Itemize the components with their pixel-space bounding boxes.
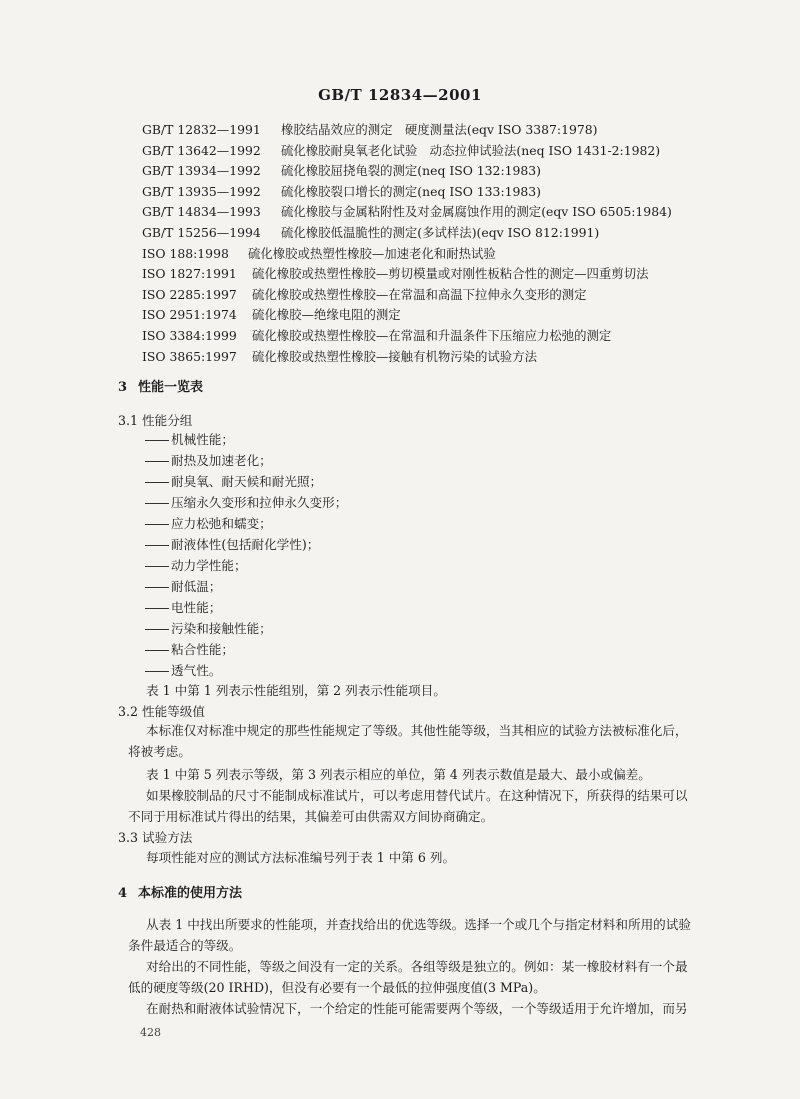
reference-title: 硫化橡胶裂口增长的测定(neq ISO 133:1983) [281,183,541,199]
list-item: 动力学性能； [145,555,347,576]
reference-title: 硫化橡胶或热塑性橡胶—在常温和升温条件下压缩应力松弛的测定 [252,327,612,343]
dash-mark [145,629,169,630]
list-item: 粘合性能； [145,639,347,660]
reference-item [142,264,762,285]
list-item: 透气性。 [145,660,347,681]
list-item: 机械性能； [145,429,347,450]
reference-item [142,202,762,223]
list-item: 电性能； [145,597,347,618]
reference-title: 硫化橡胶低温脆性的测定(多试样法)(eqv ISO 812:1991) [281,224,600,240]
section-title: 性能分组 [142,413,193,428]
dash-mark [145,566,169,567]
paragraph-3-3: 每项性能对应的测试方法标准编号列于表 1 中第 6 列。 [146,850,456,865]
dash-mark [145,461,169,462]
reference-title: 硫化橡胶—绝缘电阻的测定 [252,307,401,323]
reference-title: 硫化橡胶或热塑性橡胶—剪切模量或对刚性板粘合性的测定—四重剪切法 [252,266,649,282]
section-number: 4 [118,886,128,901]
paragraph-4-b: 对给出的不同性能，等级之间没有一定的关系。各组等级是独立的。例如：某一橡胶材料有一个最 低的硬度等级(20 IRHD)，但没有必要有一个最低的拉伸强度值(3 MPa)。 [128,959,688,995]
reference-title: 硫化橡胶耐臭氧老化试验 动态拉伸试验法(neq ISO 1431-2:1982) [281,142,661,158]
reference-list [142,120,762,367]
reference-item [142,326,762,347]
section-title: 本标准的使用方法 [138,886,243,901]
paragraph-3-1-note: 表 1 中第 1 列表示性能组别，第 2 列表示性能项目。 [146,683,446,698]
reference-code: ISO 1827:1991 [142,266,237,282]
list-item: 压缩永久变形和拉伸永久变形； [145,492,347,513]
reference-item [142,161,762,182]
reference-item [142,223,762,244]
list-item: 耐液体性(包括耐化学性)； [145,534,347,555]
paragraph-4-c: 在耐热和耐液体试验情况下，一个给定的性能可能需要两个等级，一个等级适用于允许增加，而另 [146,1001,688,1016]
paragraph-3-2-a: 本标准仅对标准中规定的那些性能规定了等级。其他性能等级，当其相应的试验方法被标准化后， 将被考虑。 [128,723,688,759]
section-number: 3 [118,380,128,395]
reference-code: GB/T 12832—1991 [142,122,261,137]
dash-mark [145,440,169,441]
list-item: 耐低温； [145,576,347,597]
reference-item [142,347,762,368]
page-header-standard-number: GB/T 12834—2001 [318,86,482,104]
reference-code: ISO 2285:1997 [142,286,237,302]
reference-code: GB/T 15256—1994 [142,224,261,240]
reference-item [142,141,762,162]
reference-code: ISO 3865:1997 [142,348,237,364]
section-number: 3.3 [118,830,139,845]
section-4-heading [118,882,242,901]
paragraph-4-a: 从表 1 中找出所要求的性能项，并查找给出的优选等级。选择一个或几个与指定材料和所用的试验 条件最适合的等级。 [128,917,691,953]
reference-item [142,285,762,306]
page-number: 428 [140,1026,161,1039]
section-number: 3.2 [118,704,139,719]
reference-code: GB/T 13934—1992 [142,163,261,179]
reference-item [142,305,762,326]
reference-code: GB/T 13642—1992 [142,142,261,158]
reference-title: 硫化橡胶或热塑性橡胶—接触有机物污染的试验方法 [252,348,537,364]
dash-mark [145,503,169,504]
section-title: 试验方法 [142,830,193,845]
reference-code: GB/T 14834—1993 [142,204,261,220]
section-number: 3.1 [118,413,139,428]
section-3-heading [118,376,203,395]
dash-mark [145,524,169,525]
list-item: 应力松弛和蠕变； [145,513,347,534]
reference-title: 硫化橡胶或热塑性橡胶—加速老化和耐热试验 [248,245,496,261]
reference-code: GB/T 13935—1992 [142,183,261,199]
reference-code: ISO 2951:1974 [142,307,237,323]
reference-item [142,182,762,203]
reference-title: 硫化橡胶与金属粘附性及对金属腐蚀作用的测定(eqv ISO 6505:1984) [281,204,672,220]
property-group-list [145,429,347,681]
dash-mark [145,482,169,483]
section-title: 性能一览表 [138,380,204,395]
reference-item [142,120,762,141]
reference-title: 橡胶结晶效应的测定 硬度测量法(eqv ISO 3387:1978) [281,122,598,137]
reference-title: 硫化橡胶屈挠龟裂的测定(neq ISO 132:1983) [281,163,541,179]
section-title: 性能等级值 [142,704,205,719]
reference-item [142,244,762,265]
dash-mark [145,650,169,651]
dash-mark [145,545,169,546]
paragraph-3-2-b: 表 1 中第 5 列表示等级，第 3 列表示相应的单位，第 4 列表示数值是最大、最小或偏差。 [146,767,651,782]
section-3-2-heading [118,701,205,720]
paragraph-3-2-c: 如果橡胶制品的尺寸不能制成标准试片，可以考虑用替代试片。在这种情况下，所获得的结果可以 不同于用标准试片得出的结果，其偏差可由供需双方间协商确定。 [128,788,688,824]
dash-mark [145,587,169,588]
reference-title: 硫化橡胶或热塑性橡胶—在常温和高温下拉伸永久变形的测定 [252,286,587,302]
reference-code: ISO 188:1998 [142,245,229,261]
dash-mark [145,671,169,672]
section-3-3-heading [118,827,192,846]
list-item: 耐臭氧、耐天候和耐光照； [145,471,347,492]
section-3-1-heading [118,410,192,429]
dash-mark [145,608,169,609]
reference-code: ISO 3384:1999 [142,327,237,343]
list-item: 污染和接触性能； [145,618,347,639]
list-item: 耐热及加速老化； [145,450,347,471]
